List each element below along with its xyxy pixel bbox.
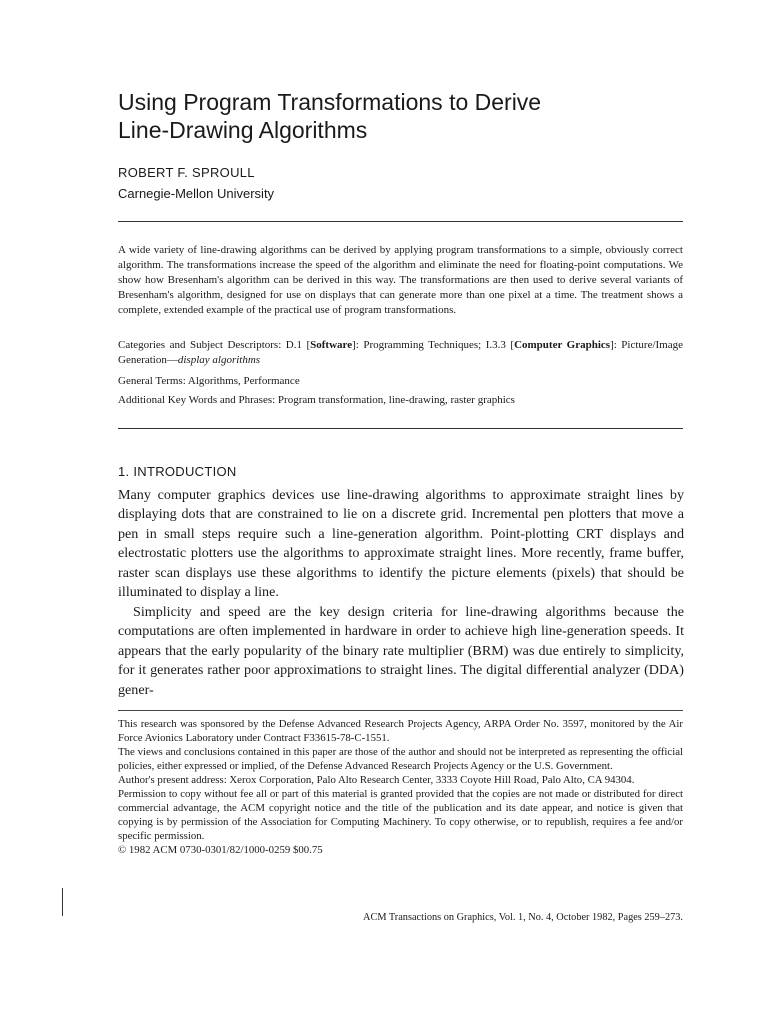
categories-after: ]: Picture/Image Generation— (118, 339, 684, 366)
margin-mark (62, 888, 63, 916)
abstract: A wide variety of line-drawing algorithms can be derived by applying program transformations to a simple, obviously correct algorithm. The transformations increase the speed of the algorithm and eliminate the need for floating-point computations. We show how Bresenham's algorithm can be derived in this way. The transformations are then used to derive several variants of Bresenham's algorithm, designed for use on displays that can generate more than one pixel at a time. The treatment shows a complete, extended example of the practical use of program transformations. (118, 244, 683, 316)
header-rule (118, 221, 683, 222)
categories-line (118, 338, 683, 368)
categories-mid: ]: Programming Techniques; I.3.3 [ (352, 339, 515, 351)
journal-citation: ACM Transactions on Graphics, Vol. 1, No. 4, October 1982, Pages 259–273. (363, 912, 683, 923)
author-affiliation: Carnegie-Mellon University (118, 186, 275, 201)
title-line-2: Line-Drawing Algorithms (118, 117, 368, 143)
footnote-disclaimer: The views and conclusions contained in this paper are those of the author and should not be interpreted as representing the official policies, either expressed or implied, of the Defense Advanced Research Projects Agency or the U.S. Government. (118, 746, 683, 772)
keywords: Additional Key Words and Phrases: Program transformation, line-drawing, raster graphics (118, 394, 515, 406)
footnotes (118, 717, 683, 857)
section-heading: 1. INTRODUCTION (118, 464, 237, 479)
intro-paragraph-1: Many computer graphics devices use line-drawing algorithms to approximate straight lines by displaying dots that are constrained to lie on a discrete grid. Incremental pen plotters that move a pen in small steps require such a line-generation algorithm. Point-plotting CRT displays and electrostatic plotters use the algorithms to approximate straight lines. More recently, frame buffer, raster scan displays use these algorithms to identify the picture elements (pixels) that should be illuminated to display a line. (118, 487, 684, 601)
footnote-address: Author's present address: Xerox Corporation, Palo Alto Research Center, 3333 Coyote Hill Road, Palo Alto, CA 94304. (118, 774, 635, 786)
categories-italic: display algorithms (177, 354, 261, 366)
paper-title (118, 88, 698, 144)
categories-lead: Categories and Subject Descriptors: D.1 [ (118, 339, 311, 351)
categories-computer-graphics: Computer Graphics (514, 339, 611, 351)
footnote-funding: This research was sponsored by the Defense Advanced Research Projects Agency, ARPA Order No. 3597, monitored by the Air Force Avionics Laboratory under Contract F33615-78-C-1551. (118, 718, 683, 744)
general-terms: General Terms: Algorithms, Performance (118, 375, 300, 387)
footnote-permission: Permission to copy without fee all or part of this material is granted provided that the copies are not made or distributed for direct commercial advantage, the ACM copyright notice and the title of the publication and its date appear, and notice is given that copying is by permission of the Association for Computing Machinery. To copy otherwise, or to republish, requires a fee and/or specific permission. (118, 788, 683, 842)
abstract-rule (118, 428, 683, 429)
intro-paragraph-2: Simplicity and speed are the key design criteria for line-drawing algorithms because the computations are often implemented in hardware in order to achieve high line-generation speeds. It appears that the early popularity of the binary rate multiplier (BRM) was due entirely to simplicity, for it generates rather poor approximations to straight lines. The digital differential analyzer (DDA) gener- (118, 604, 684, 698)
categories-software: Software (310, 339, 353, 351)
title-line-1: Using Program Transformations to Derive (118, 89, 542, 115)
author-name: ROBERT F. SPROULL (118, 165, 255, 180)
footnote-rule (118, 710, 683, 711)
footnote-copyright: © 1982 ACM 0730-0301/82/1000-0259 $00.75 (118, 844, 323, 856)
